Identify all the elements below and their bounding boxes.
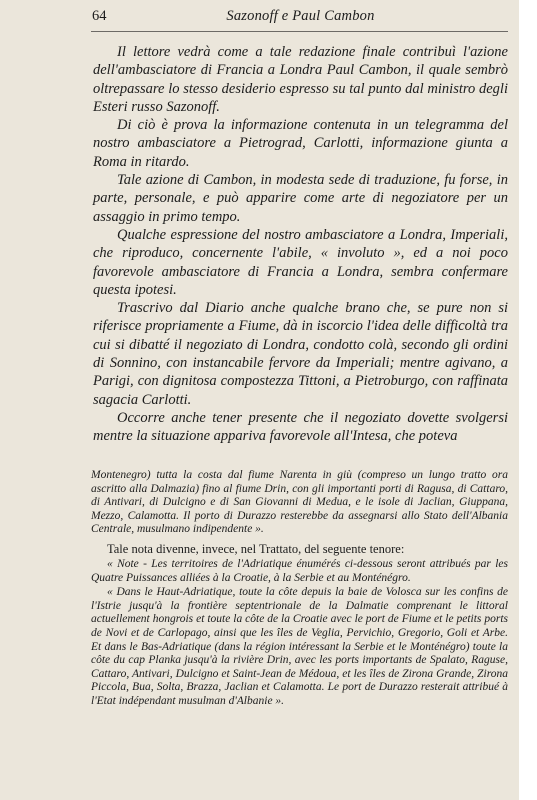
- paragraph: Occorre anche tener presente che il negoziato dovette svolgersi mentre la situazione appariva favorevole all'Intesa, che poteva: [93, 409, 508, 445]
- paragraph: Qualche espressione del nostro ambasciatore a Londra, Imperiali, che riproduco, concernente l'abile, « involuto », ed a noi poco favorevole ambasciatore di Francia a Londra, sembra confermare questa ipotesi.: [93, 226, 508, 298]
- paragraph: Di ciò è prova la informazione contenuta in un telegramma del nostro ambasciatore a Pietrograd, Carlotti, informazione giunta a Roma in ritardo.: [93, 117, 508, 170]
- paragraph: Trascrivo dal Diario anche qualche brano che, se pure non si riferisce propriamente a Fiume, dà in iscorcio l'idea delle difficoltà tra cui si dibatté il negoziato di Londra, condotto colà, secondo gli ordini di Sonnino, con instancabile fervore da Imperiali; mentre agivano, a Parigi, con dignitosa compostezza Tittoni, a Pietroburgo, con raffinata sagacia Carlotti.: [93, 300, 508, 408]
- paragraph: Tale azione di Cambon, in modesta sede di traduzione, fu forse, in parte, personale, e può apparire come arte di negoziatore per un assaggio in primo tempo.: [93, 172, 508, 225]
- page-number: 64: [92, 8, 107, 24]
- footnote: [91, 469, 508, 709]
- paragraph: Il lettore vedrà come a tale redazione finale contribuì l'azione dell'ambasciatore di Francia a Londra Paul Cambon, il quale sembrò oltrepassare lo stesso desiderio espresso su tal punto dal ministro degli Esteri russo Sazonoff.: [93, 44, 508, 115]
- treaty-note-quote: « Note - Les territoires de l'Adriatique énumérés ci-dessous seront attribués par les Quatre Puissances alliées à la Croatie, à la Serbie et au Monténégro.: [91, 557, 508, 584]
- header-rule: [91, 31, 508, 32]
- treaty-intro: Tale nota divenne, invece, nel Trattato, del seguente tenore:: [107, 541, 405, 556]
- footnote-continuation: Montenegro) tutta la costa dal fiume Narenta in giù (compreso un lungo tratto ora ascritto alla Dalmazia) fino al fiume Drin, con gli importanti porti di Ragusa, di Cattaro, di Antivari, di Dulcigno e di San Giovanni di Medua, e le isole di Jaclian, Giuppana, Mezzo, Calamotta. Il porto di Durazzo resterebbe da assegnarsi allo Stato dell'Albania Centrale, musulmano indipendente ».: [91, 469, 508, 536]
- running-head: Sazonoff e Paul Cambon: [226, 8, 375, 24]
- adriatic-coast-quote: « Dans le Haut-Adriatique, toute la côte depuis la baie de Volosca sur les confins de l'Istrie jusqu'à la frontière septentrionale de la Dalmatie comprenant le littoral actuellement hongrois et toute la côte de la Croatie avec le port de Fiume et le petits ports de Novi et de Carlopago, ainsi que les îles de Veglia, Pervichio, Gregorio, Goli et Arbe. Et dans le Bas-Adriatique (dans la région intéressant la Serbie et le Monténégro) toute la côte du cap Planka jusqu'à la rivière Drin, avec les ports importants de Spalato, Raguse, Cattaro, Antivari, Dulcigno et Saint-Jean de Médoua, et les îles de Zirona Grande, Zirona Piccola, Bua, Solta, Brazza, Jaclian et Calamotta. Le port de Durazzo resterait attribué à l'Etat indépendant musulman d'Albanie ».: [91, 586, 508, 707]
- scan-margin: [519, 0, 537, 800]
- main-text: [93, 43, 508, 446]
- page-header: [92, 8, 509, 30]
